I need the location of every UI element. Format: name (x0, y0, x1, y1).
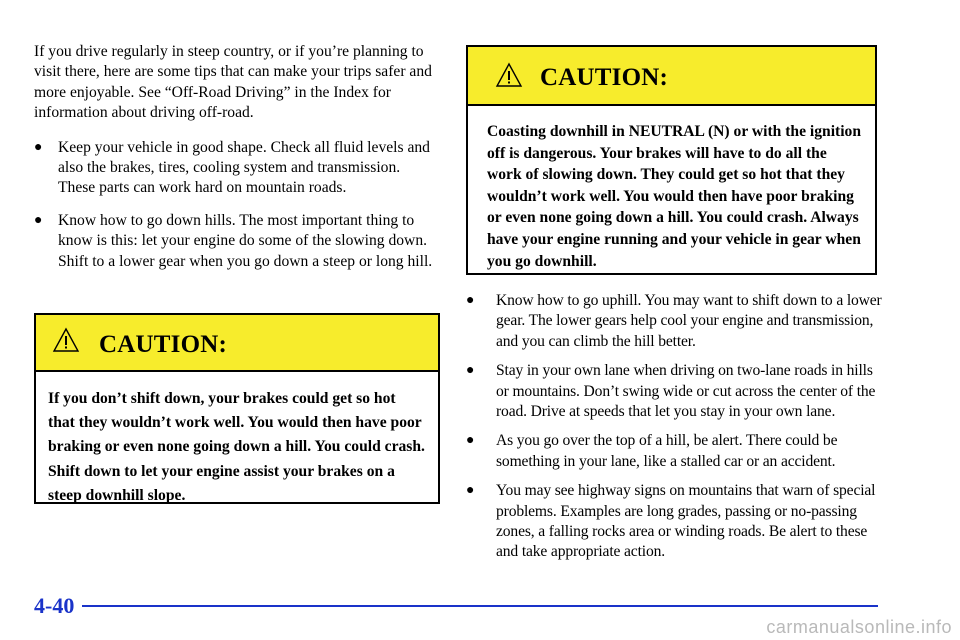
left-column (34, 42, 440, 272)
bullet-dot-icon: ● (466, 483, 475, 499)
bullet-dot-icon: ● (466, 293, 475, 308)
caution-title: CAUTION: (540, 64, 668, 91)
bullet-text: As you go over the top of a hill, be alert. There could be something in your lane, like a stalled car or an accident. (496, 432, 838, 470)
list-item (466, 481, 886, 563)
list-item (34, 211, 440, 272)
caution-header (36, 315, 438, 372)
intro-paragraph: If you drive regularly in steep country, or if you’re planning to visit there, here are some tips that can make your trips safer and more enjoyable. See “Off-Road Driving” in the Index for information about driving off-road. (34, 43, 432, 122)
page-number: 4-40 (34, 593, 75, 618)
right-bullet-list (466, 291, 886, 563)
list-item (466, 431, 886, 472)
caution-text: If you don’t shift down, your brakes could get so hot that they wouldn’t work well. You would then have poor braking or even none going down a hill. You could crash. Shift down to let your engine assist your brakes on a steep downhill slope. (48, 390, 425, 504)
list-item (466, 361, 886, 422)
bullet-text: Stay in your own lane when driving on two-lane roads in hills or mountains. Don’t swing wide or cut across the center of the road. Drive at speeds that let you stay in your own lane. (496, 362, 876, 421)
left-bullet-list (34, 138, 440, 272)
caution-text: Coasting downhill in NEUTRAL (N) or with the ignition off is dangerous. Your brakes will have to do all the work of slowing down. They could get so hot that they wouldn’t work well. You would then have poor braking or even none going down a hill. You could crash. Always have your engine running and your vehicle in gear when you go downhill. (487, 123, 862, 270)
caution-header (468, 47, 875, 106)
list-item (466, 291, 886, 352)
caution-box-right (466, 45, 877, 275)
warning-triangle-icon (495, 62, 523, 88)
bullet-text: Know how to go down hills. The most important thing to know is this: let your engine do some of the slowing down. Shift to a lower gear when you go down a steep or long hill. (58, 211, 433, 270)
caution-title: CAUTION: (99, 331, 227, 358)
bullet-dot-icon: ● (466, 363, 475, 379)
bullet-dot-icon: ● (34, 212, 43, 228)
bullet-dot-icon: ● (34, 139, 43, 155)
bullet-text: Know how to go uphill. You may want to shift down to a lower gear. The lower gears help cool your engine and transmission, and you can climb the hill better. (496, 292, 882, 350)
bullet-dot-icon: ● (466, 433, 475, 449)
bullet-text: Keep your vehicle in good shape. Check all fluid levels and also the brakes, tires, cooling system and transmission. These parts can work hard on mountain roads. (58, 138, 430, 197)
caution-box-left (34, 313, 440, 504)
footer-rule (82, 605, 878, 607)
watermark: carmanualsonline.info (766, 617, 952, 637)
warning-triangle-icon (52, 327, 80, 353)
list-item (34, 138, 440, 199)
bullet-text: You may see highway signs on mountains that warn of special problems. Examples are long grades, passing or no-passing zones, a falling rocks area or winding roads. Be alert to these and take appropriate action. (496, 482, 876, 561)
